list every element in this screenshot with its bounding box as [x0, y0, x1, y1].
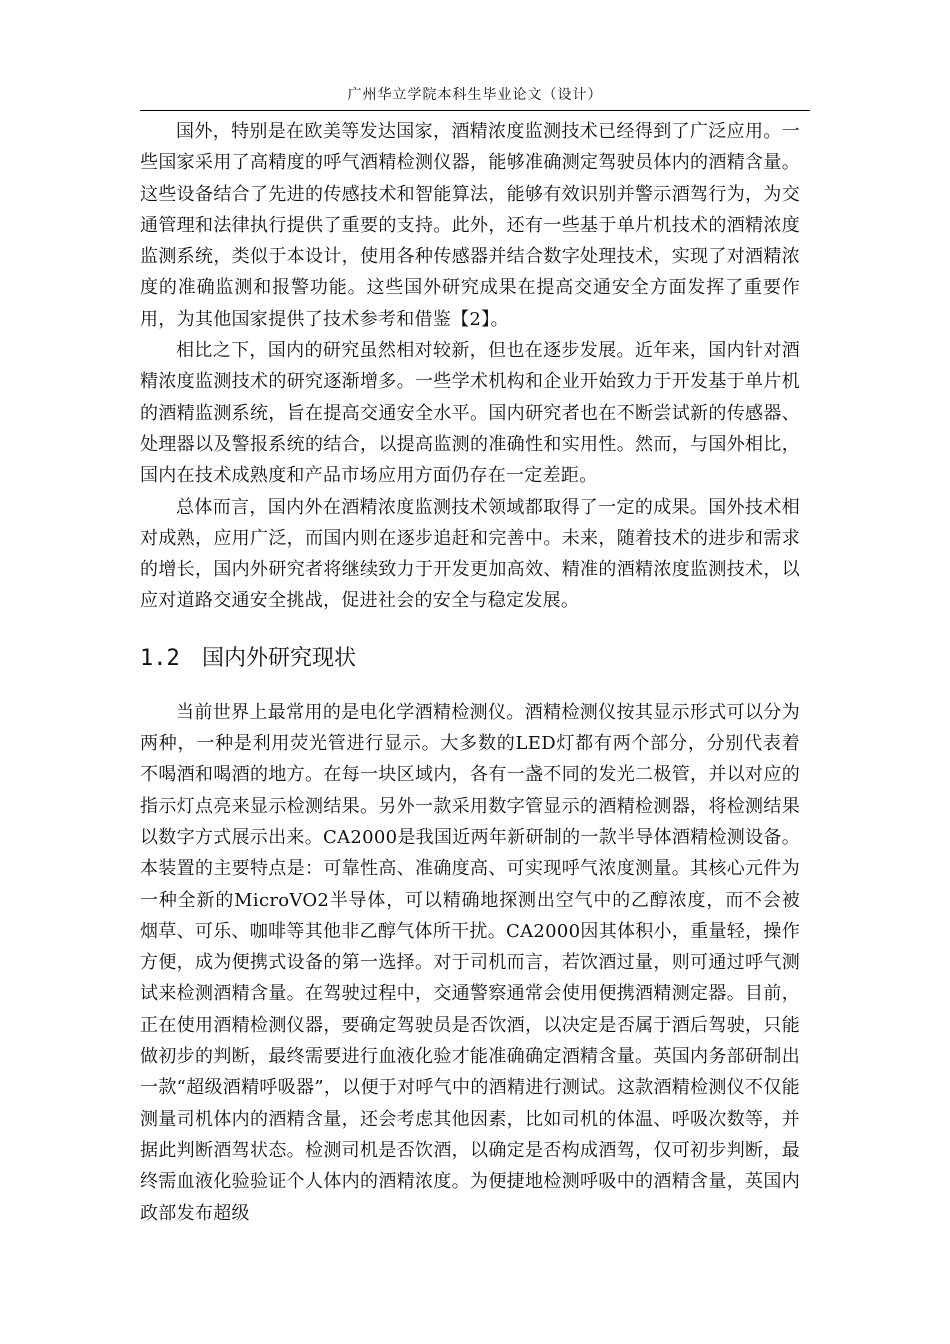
section-title: 国内外研究现状 [202, 645, 357, 671]
paragraph-foreign-research: 国外，特别是在欧美等发达国家，酒精浓度监测技术已经得到了广泛应用。一些国家采用了高精度的呼气酒精检测仪器，能够准确测定驾驶员体内的酒精含量。这些设备结合了先进的传感技术和智能算法，能够有效识别并警示酒驾行为，为交通管理和法律执行提供了重要的支持。此外，还有一些基于单片机技术的酒精浓度监测系统，类似于本设计，使用各种传感器并结合数字处理技术，实现了对酒精浓度的准确监测和报警功能。这些国外研究成果在提高交通安全方面发挥了重要作用，为其他国家提供了技术参考和借鉴【2】。 [140, 121, 800, 330]
paragraph-current-status: 当前世界上最常用的是电化学酒精检测仪。酒精检测仪按其显示形式可以分为两种，一种是利用荧光管进行显示。大多数的LED灯都有两个部分，分别代表着不喝酒和喝酒的地方。在每一块区域内，各有一盏不同的发光二极管，并以对应的指示灯点亮来显示检测结果。另外一款采用数字管显示的酒精检测器，将检测结果以数字方式展示出来。CA2000是我国近两年新研制的一款半导体酒精检测设备。本装置的主要特点是：可靠性高、准确度高、可实现呼气浓度测量。其核心元件为一种全新的MicroVO2半导体，可以精确地探测出空气中的乙醇浓度，而不会被烟草、可乐、咖啡等其他非乙醇气体所干扰。CA2000因其体积小，重量轻，操作方便，成为便携式设备的第一选择。对于司机而言，若饮酒过量，则可通过呼气测试来检测酒精含量。在驾驶过程中，交通警察通常会使用便携酒精测定器。目前，正在使用酒精检测仪器，要确定驾驶员是否饮酒，以决定是否属于酒后驾驶，只能做初步的判断，最终需要进行血液化验才能准确确定酒精含量。英国内务部研制出一款“超级酒精呼吸器”，以便于对呼气中的酒精进行测试。这款酒精检测仪不仅能测量司机体内的酒精含量，还会考虑其他因素，比如司机的体温、呼吸次数等，并据此判断酒驾状态。检测司机是否饮酒，以确定是否构成酒驾，仅可初步判断，最终需血液化验验证个人体内的酒精浓度。为便捷地检测呼吸中的酒精含量，英国内政部发布超级 [140, 701, 800, 1224]
section-number: 1.2 [140, 645, 180, 671]
section-heading [140, 643, 800, 675]
paragraph-domestic-research: 相比之下，国内的研究虽然相对较新，但也在逐步发展。近年来，国内针对酒精浓度监测技术的研究逐渐增多。一些学术机构和企业开始致力于开发基于单片机的酒精监测系统，旨在提高交通安全水平。国内研究者也在不断尝试新的传感器、处理器以及警报系统的结合，以提高监测的准确性和实用性。然而，与国外相比，国内在技术成熟度和产品市场应用方面仍存在一定差距。 [140, 340, 800, 487]
document-body [140, 116, 800, 1229]
paragraph-summary: 总体而言，国内外在酒精浓度监测技术领域都取得了一定的成果。国外技术相对成熟，应用广泛，而国内则在逐步追赶和完善中。未来，随着技术的进步和需求的增长，国内外研究者将继续致力于开发更加高效、精准的酒精浓度监测技术，以应对道路交通安全挑战，促进社会的安全与稳定发展。 [140, 496, 800, 612]
page-header: 广州华立学院本科生毕业论文（设计） [347, 87, 603, 103]
header-divider [140, 110, 810, 111]
